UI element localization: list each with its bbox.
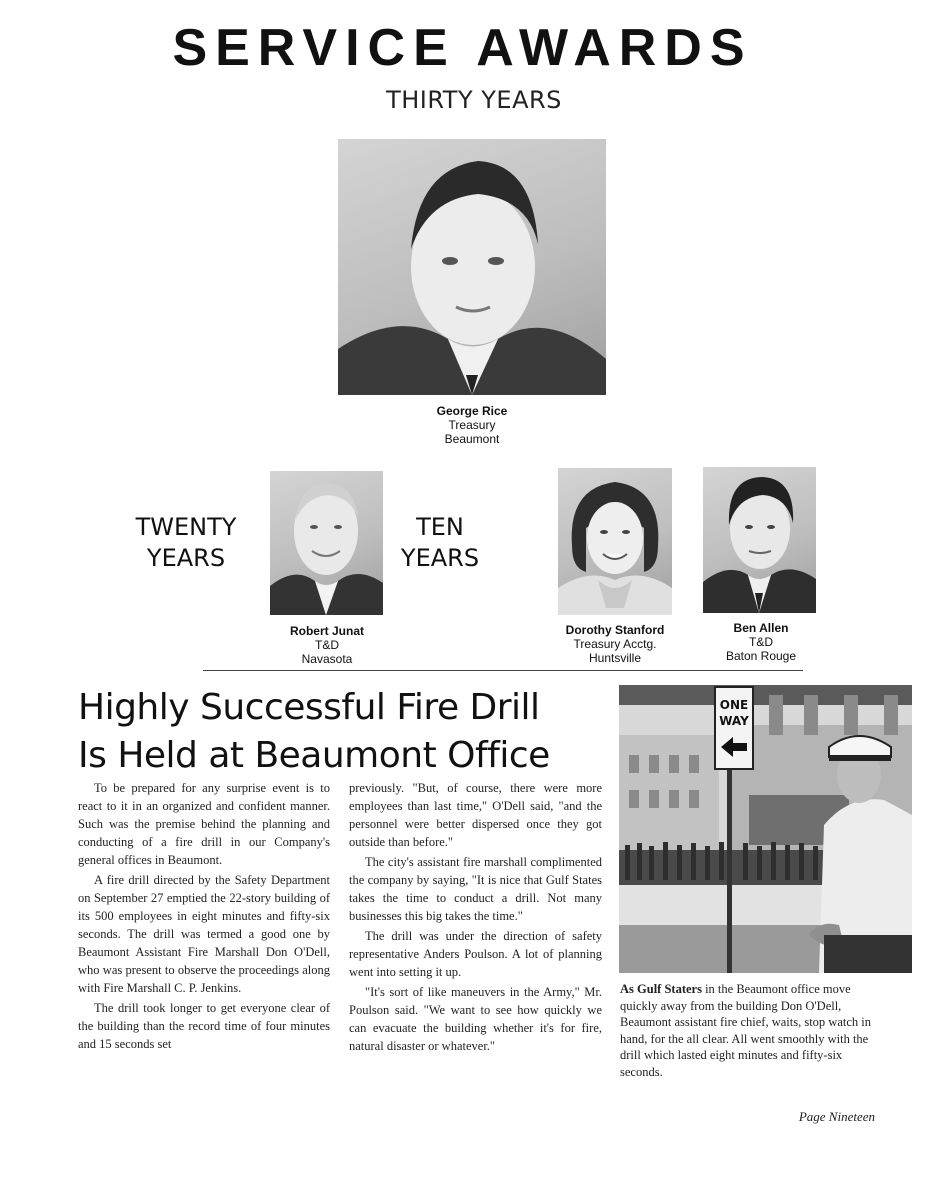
ben-allen-caption (696, 621, 826, 663)
article-title-line1: Highly Successful Fire Drill (78, 687, 540, 728)
one-way-sign-text-1: ONE (719, 698, 749, 712)
ten-label-line1: TEN (416, 513, 464, 541)
awardee-name: Robert Junat (289, 624, 364, 638)
ben-allen-photo (703, 467, 816, 613)
george-rice-caption (370, 404, 574, 446)
photo-caption-lead: As Gulf Staters (620, 982, 702, 996)
article-paragraph: The drill took longer to get everyone clear of the building than the record time of four minutes and 15 seconds set (78, 1001, 330, 1051)
twenty-years-label (118, 512, 254, 574)
article-paragraph: "It's sort of like maneuvers in the Army," Mr. Poulson said. "We want to see how quickly we can evacuate the building whether it's for fire, natural disaster or whatever." (349, 985, 602, 1053)
george-rice-photo (338, 139, 606, 395)
article-paragraph: The drill was under the direction of safety representative Anders Poulson. A lot of planning went into setting it up. (349, 929, 602, 979)
awardee-name: George Rice (436, 404, 508, 418)
dorothy-stanford-caption (550, 623, 680, 665)
robert-junat-caption (262, 624, 392, 666)
article-title-line2: Is Held at Beaumont Office (78, 735, 550, 776)
awardee-location: Baton Rouge (725, 649, 797, 663)
awardee-dept: Treasury Acctg. (573, 637, 657, 651)
dorothy-stanford-photo (558, 468, 672, 615)
page-number: Page Nineteen (798, 1109, 875, 1124)
page-headline: SERVICE AWARDS (172, 19, 753, 77)
article-paragraph: A fire drill directed by the Safety Department on September 27 emptied the 22-story building of its 500 employees in eight minutes and fifty-six seconds. The drill was termed a good one by Beaumont Assistant Fire Marshall Don O'Dell, who was present to observe the proceedings along with Fire Marshall C. P. Jenkins. (78, 873, 330, 995)
one-way-sign-text-2: WAY (719, 714, 749, 728)
article-column-1 (78, 779, 330, 1055)
awardee-name: Ben Allen (733, 621, 789, 635)
twenty-label-line2: YEARS (146, 544, 226, 572)
fire-drill-photo (619, 685, 912, 973)
article-column-2 (349, 779, 602, 1057)
awardee-dept: Treasury (448, 418, 496, 432)
fire-drill-photo-caption (620, 981, 877, 1080)
photo-caption-text: in the Beaumont office move quickly away from the building Don O'Dell, Beaumont assistant fire chief, waits, stop watch in hand, for the all clear. All went smoothly with the drill which lasted eight minutes and fifty-six seconds. (620, 982, 871, 1079)
awardee-dept: T&D (315, 638, 339, 652)
ten-years-label (392, 512, 488, 574)
robert-junat-photo (270, 471, 383, 615)
article-title (78, 684, 598, 780)
thirty-years-label: THIRTY YEARS (386, 86, 562, 114)
awardee-location: Beaumont (444, 432, 500, 446)
ten-label-line2: YEARS (400, 544, 480, 572)
awardee-location: Navasota (301, 652, 353, 666)
section-divider (203, 670, 803, 671)
twenty-label-line1: TWENTY (135, 513, 237, 541)
article-paragraph: previously. "But, of course, there were more employees than last time," O'Dell said, "and the personnel were better dispersed once they got outside than before." (349, 781, 602, 849)
awardee-dept: T&D (749, 635, 773, 649)
article-paragraph: To be prepared for any surprise event is to react to it in an organized and confident manner. Such was the premise behind the planning and conducting of a fire drill in our Company's general offices in Beaumont. (78, 781, 330, 867)
article-paragraph: The city's assistant fire marshall complimented the company by saying, "It is nice that Gulf States takes the time to conduct a drill. Not many businesses this big takes the time." (349, 855, 602, 923)
awardee-name: Dorothy Stanford (565, 623, 665, 637)
awardee-location: Huntsville (588, 651, 642, 665)
